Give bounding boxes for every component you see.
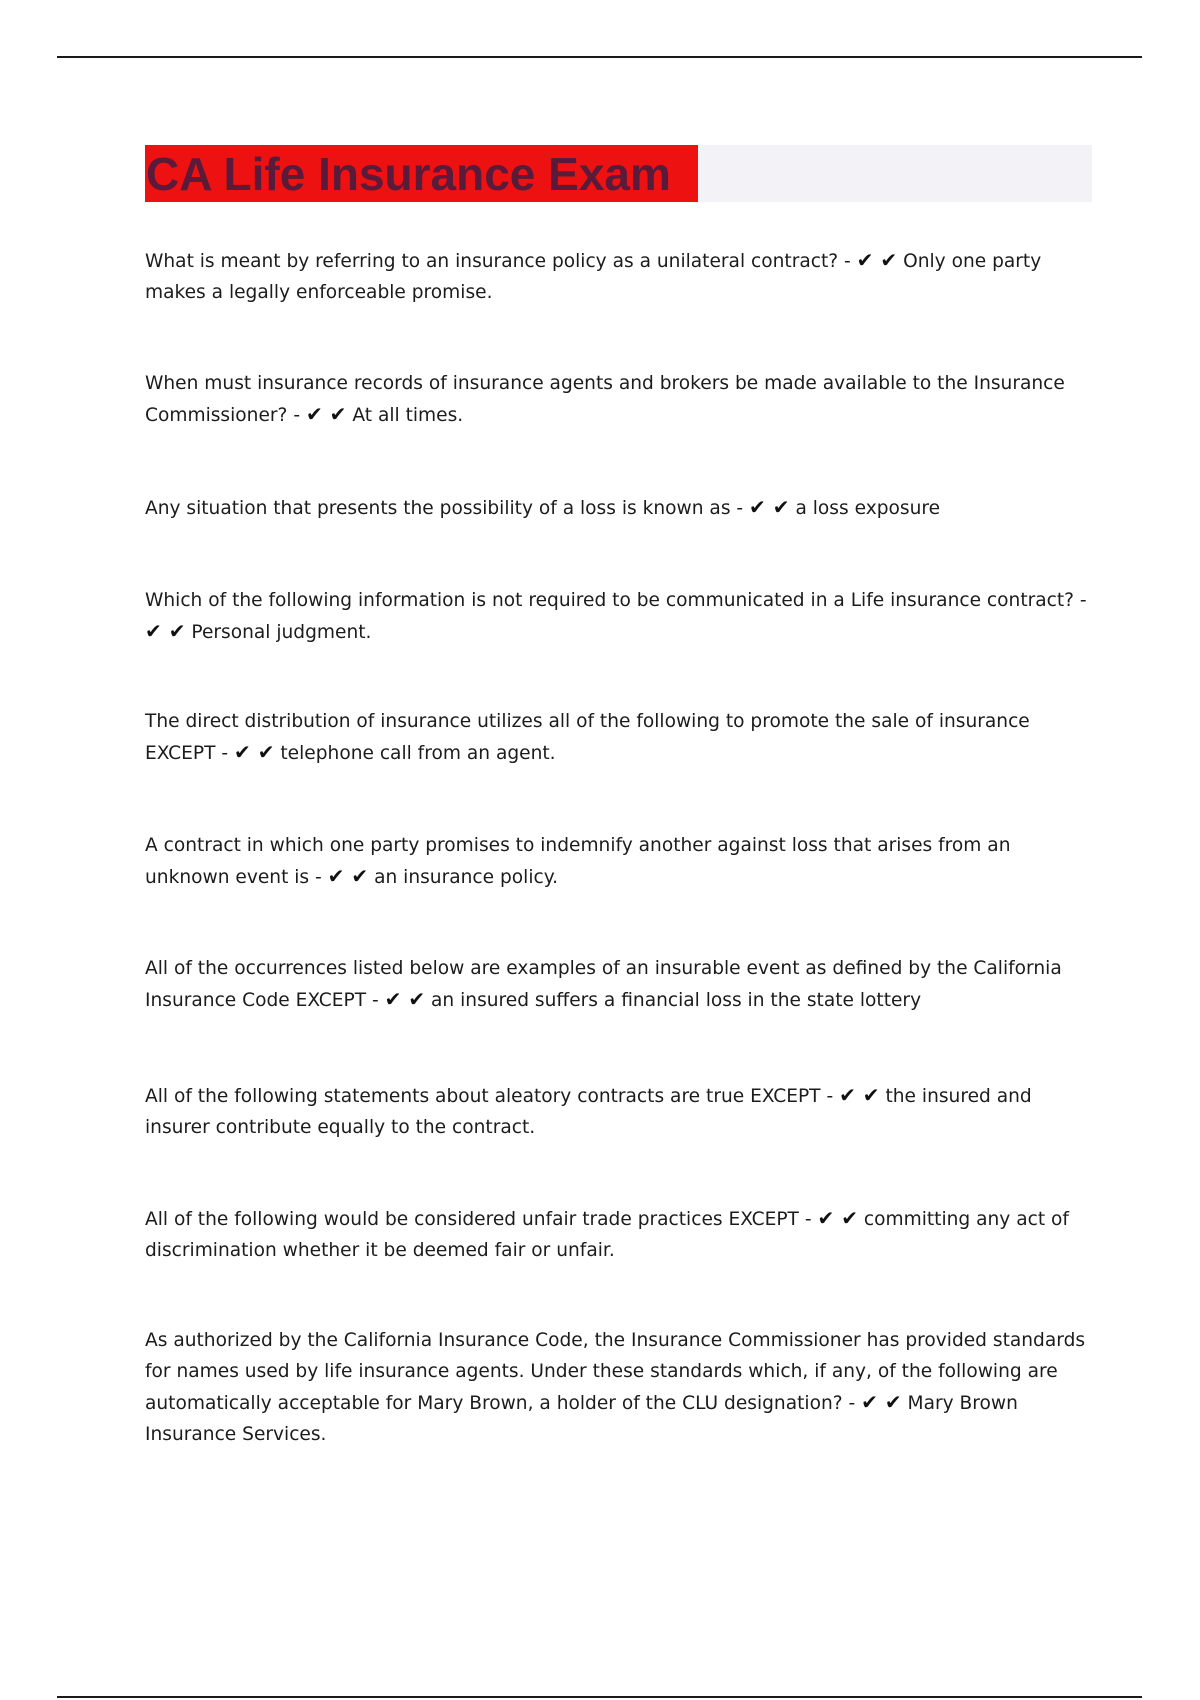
qa-item [145,585,1095,648]
qa-item [145,953,1095,1016]
answer-text: At all times. [352,405,464,426]
qa-item [145,706,1095,769]
question-text: Any situation that presents the possibility of a loss is known as - [145,498,744,519]
check-icon: ✔ ✔ [145,619,186,643]
question-text: When must insurance records of insurance agents and brokers be made available to the Insurance Commissioner? - [145,373,1065,426]
question-text: The direct distribution of insurance utilizes all of the following to promote the sale of insurance EXCEPT - [145,711,1030,764]
check-icon: ✔ ✔ [327,864,369,888]
check-icon: ✔ ✔ [305,402,347,426]
check-icon: ✔ ✔ [233,740,275,764]
check-icon: ✔ ✔ [839,1083,880,1107]
question-text: All of the occurrences listed below are examples of an insurable event as defined by the California Insurance Code EXCEPT - [145,958,1062,1011]
check-icon: ✔ ✔ [861,1390,902,1414]
qa-item [145,830,1095,893]
qa-item [145,368,1095,431]
answer-text: Only one party makes a legally enforceable promise. [145,251,1042,303]
check-icon: ✔ ✔ [749,495,790,519]
answer-text: an insurance policy. [374,867,558,888]
question-text: A contract in which one party promises to indemnify another against loss that arises from an unknown event is - [145,835,1011,888]
question-text: All of the following statements about aleatory contracts are true EXCEPT - [145,1086,834,1107]
check-icon: ✔ ✔ [856,248,898,272]
answer-text: telephone call from an agent. [280,743,556,764]
qa-item [145,1203,1095,1266]
answer-text: Personal judgment. [191,622,372,643]
qa-item [145,245,1095,308]
question-text: As authorized by the California Insurance Code, the Insurance Commissioner has provided standards for names used by life insurance agents. Under these standards which, if any, of the following are automatically acceptable for Mary Brown, a holder of the CLU designation? - [145,1330,1086,1414]
answer-text: committing any act of discrimination whether it be deemed fair or unfair. [145,1209,1069,1261]
page-title: CA Life Insurance Exam [146,148,671,200]
answer-text: the insured and insurer contribute equally to the contract. [145,1086,1032,1138]
answer-text: a loss exposure [795,498,941,519]
qa-item [145,1080,1095,1143]
question-text: What is meant by referring to an insurance policy as a unilateral contract? - [145,251,851,272]
qa-item [145,492,1095,524]
question-text: Which of the following information is not required to be communicated in a Life insurance contract? - [145,590,1087,611]
check-icon: ✔ ✔ [817,1206,858,1230]
check-icon: ✔ ✔ [384,987,426,1011]
question-text: All of the following would be considered unfair trade practices EXCEPT - [145,1209,812,1230]
bottom-rule [57,1696,1142,1698]
top-rule [57,56,1142,58]
answer-text: Mary Brown Insurance Services. [145,1393,1018,1445]
answer-text: an insured suffers a financial loss in the state lottery [431,990,922,1011]
qa-item [145,1325,1095,1450]
